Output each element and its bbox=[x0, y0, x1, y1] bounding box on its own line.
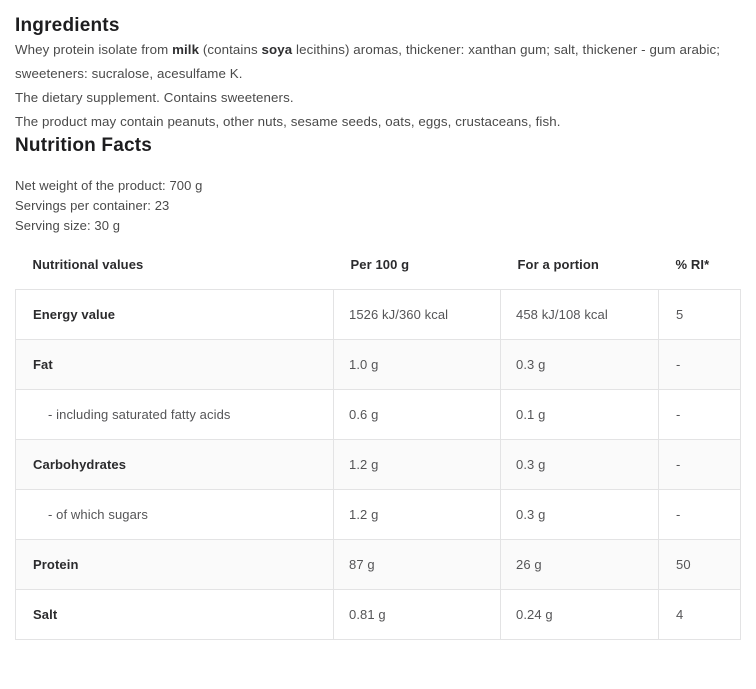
ri-cell: - bbox=[659, 490, 741, 540]
servings-per-container-line: Servings per container: 23 bbox=[15, 198, 170, 213]
ri-cell: 50 bbox=[659, 540, 741, 590]
nutrient-name-cell: Salt bbox=[16, 590, 334, 640]
nutrition-table-row bbox=[16, 490, 741, 540]
ri-cell: - bbox=[659, 340, 741, 390]
ri-cell: - bbox=[659, 390, 741, 440]
ingredients-description bbox=[15, 38, 725, 86]
nutrient-name-cell: Carbohydrates bbox=[16, 440, 334, 490]
nutrition-table-row bbox=[16, 540, 741, 590]
allergen-emphasis: milk bbox=[172, 42, 200, 57]
nutrition-table-header-row bbox=[16, 257, 741, 290]
nutrient-name-cell: Fat bbox=[16, 340, 334, 390]
per-100g-cell: 0.6 g bbox=[334, 390, 501, 440]
per-100g-cell: 87 g bbox=[334, 540, 501, 590]
ingredients-text-segment: (contains bbox=[199, 42, 262, 57]
nutrition-table-row bbox=[16, 590, 741, 640]
ingredients-title: Ingredients bbox=[15, 15, 120, 36]
per-100g-cell: 1526 kJ/360 kcal bbox=[334, 290, 501, 340]
header-nutritional-values: Nutritional values bbox=[32, 257, 144, 272]
per-100g-cell: 1.0 g bbox=[334, 340, 501, 390]
ri-cell: 5 bbox=[659, 290, 741, 340]
per-100g-cell: 1.2 g bbox=[334, 490, 501, 540]
ingredients-text-segment: Whey protein isolate from bbox=[15, 42, 173, 57]
net-weight-line: Net weight of the product: 700 g bbox=[15, 178, 203, 193]
nutrition-table-row bbox=[16, 290, 741, 340]
allergen-note: The product may contain peanuts, other nuts, sesame seeds, oats, eggs, crustaceans, fish. bbox=[15, 114, 561, 129]
allergen-emphasis: soya bbox=[261, 42, 293, 57]
per-portion-cell: 0.24 g bbox=[501, 590, 659, 640]
per-portion-cell: 0.3 g bbox=[501, 340, 659, 390]
per-100g-cell: 0.81 g bbox=[334, 590, 501, 640]
nutrition-table-row bbox=[16, 390, 741, 440]
nutrition-table-body bbox=[16, 290, 741, 640]
ingredients-text-segment: lecithins) aromas, thickener: xanthan gum; salt, thickener - gum arabic; sweeteners: sucralose, acesulfame K. bbox=[15, 42, 721, 81]
serving-info bbox=[15, 176, 740, 236]
per-portion-cell: 26 g bbox=[501, 540, 659, 590]
header-for-a-portion: For a portion bbox=[517, 257, 599, 272]
per-portion-cell: 0.3 g bbox=[501, 440, 659, 490]
nutrition-table bbox=[15, 257, 741, 640]
per-portion-cell: 458 kJ/108 kcal bbox=[501, 290, 659, 340]
per-100g-cell: 1.2 g bbox=[334, 440, 501, 490]
serving-size-line: Serving size: 30 g bbox=[15, 218, 121, 233]
header-per-100g: Per 100 g bbox=[350, 257, 410, 272]
per-portion-cell: 0.3 g bbox=[501, 490, 659, 540]
nutrient-name-cell: Protein bbox=[16, 540, 334, 590]
nutrient-name-cell: - of which sugars bbox=[16, 490, 334, 540]
nutrition-facts-title: Nutrition Facts bbox=[15, 135, 153, 156]
nutrient-name-cell: - including saturated fatty acids bbox=[16, 390, 334, 440]
nutrition-table-row bbox=[16, 440, 741, 490]
per-portion-cell: 0.1 g bbox=[501, 390, 659, 440]
nutrition-table-row bbox=[16, 340, 741, 390]
supplement-note: The dietary supplement. Contains sweeteners. bbox=[15, 90, 294, 105]
header-percent-ri: % RI* bbox=[675, 257, 710, 272]
ri-cell: - bbox=[659, 440, 741, 490]
ri-cell: 4 bbox=[659, 590, 741, 640]
nutrient-name-cell: Energy value bbox=[16, 290, 334, 340]
